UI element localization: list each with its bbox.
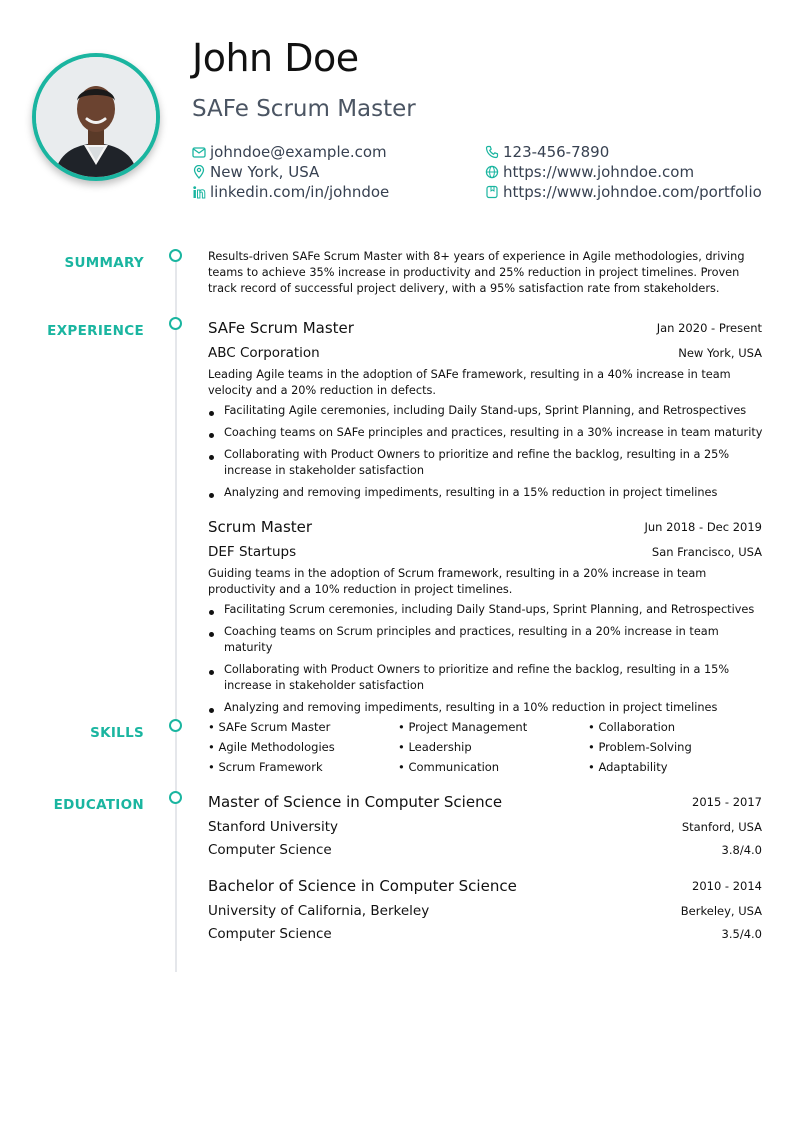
timeline-dot xyxy=(169,791,182,804)
experience-heading: EXPERIENCE xyxy=(47,323,144,339)
list-item: Coaching teams on SAFe principles and practices, resulting in a 30% increase in team maturity xyxy=(208,425,766,441)
list-item: Facilitating Scrum ceremonies, including Daily Stand-ups, Sprint Planning, and Retrospectives xyxy=(208,602,766,618)
job-company: ABC Corporation xyxy=(208,345,320,361)
job-company: DEF Startups xyxy=(208,544,297,560)
phone-icon xyxy=(485,145,499,159)
map-pin-icon xyxy=(192,165,206,179)
job-location: San Francisco, USA xyxy=(651,545,762,559)
contact-phone[interactable] xyxy=(485,142,609,162)
skill-item: • Adaptability xyxy=(588,759,778,775)
education-school: Stanford University xyxy=(208,819,338,835)
contact-location xyxy=(192,162,319,182)
job-bullet-list xyxy=(208,602,766,722)
website-text: https://www.johndoe.com xyxy=(503,163,695,181)
candidate-title: SAFe Scrum Master xyxy=(192,96,416,122)
list-item: Analyzing and removing impediments, resulting in a 10% reduction in project timelines xyxy=(208,700,766,716)
education-degree: Master of Science in Computer Science xyxy=(208,793,503,811)
summary-heading: SUMMARY xyxy=(64,255,144,271)
contact-portfolio[interactable] xyxy=(485,182,762,202)
skills-heading: SKILLS xyxy=(90,725,144,741)
job-dates: Jan 2020 - Present xyxy=(656,321,762,335)
skill-item: • SAFe Scrum Master xyxy=(208,719,398,735)
education-dates: 2015 - 2017 xyxy=(692,795,762,809)
person-portrait-icon xyxy=(36,57,156,177)
education-degree: Bachelor of Science in Computer Science xyxy=(208,877,517,895)
job-location: New York, USA xyxy=(678,346,762,360)
contact-linkedin[interactable] xyxy=(192,182,389,202)
summary-text: Results-driven SAFe Scrum Master with 8+ years of experience in Agile methodologies, driving teams to achieve 35% increase in productivity and 25% reduction in project timelines. Proven track record of successful project delivery, with a 95% satisfaction rate from stakeholders. xyxy=(208,250,745,295)
mail-icon xyxy=(192,145,206,159)
education-location: Stanford, USA xyxy=(681,820,762,834)
skill-item: • Scrum Framework xyxy=(208,759,398,775)
globe-icon xyxy=(485,165,499,179)
list-item: Facilitating Agile ceremonies, including Daily Stand-ups, Sprint Planning, and Retrospectives xyxy=(208,403,766,419)
location-text: New York, USA xyxy=(210,163,320,181)
email-text: johndoe@example.com xyxy=(210,143,387,161)
education-school: University of California, Berkeley xyxy=(208,903,430,919)
profile-photo xyxy=(32,53,160,181)
education-gpa: 3.5/4.0 xyxy=(721,927,762,941)
education-field: Computer Science xyxy=(208,926,332,942)
skill-item: • Collaboration xyxy=(588,719,778,735)
portfolio-text: https://www.johndoe.com/portfolio xyxy=(503,183,762,201)
skill-item: • Agile Methodologies xyxy=(208,739,398,755)
portfolio-icon xyxy=(485,185,499,199)
job-title: Scrum Master xyxy=(208,518,313,536)
job-description: Guiding teams in the adoption of Scrum framework, resulting in a 20% increase in team productivity and a 10% reduction in project timelines. xyxy=(208,567,707,596)
skill-item: • Project Management xyxy=(398,719,588,735)
skill-item: • Leadership xyxy=(398,739,588,755)
skills-list xyxy=(208,719,778,775)
list-item: Collaborating with Product Owners to prioritize and refine the backlog, resulting in a 15% increase in stakeholder satisfaction xyxy=(208,662,766,694)
job-bullet-list xyxy=(208,403,766,507)
list-item: Collaborating with Product Owners to prioritize and refine the backlog, resulting in a 25% increase in stakeholder satisfaction xyxy=(208,447,766,479)
candidate-name: John Doe xyxy=(192,36,359,80)
contact-email[interactable] xyxy=(192,142,387,162)
skill-item: • Communication xyxy=(398,759,588,775)
timeline-dot xyxy=(169,317,182,330)
linkedin-text: linkedin.com/in/johndoe xyxy=(210,183,390,201)
list-item: Analyzing and removing impediments, resulting in a 15% reduction in project timelines xyxy=(208,485,766,501)
timeline-dot xyxy=(169,719,182,732)
phone-text: 123-456-7890 xyxy=(503,143,610,161)
list-item: Coaching teams on Scrum principles and practices, resulting in a 20% increase in team maturity xyxy=(208,624,766,656)
education-field: Computer Science xyxy=(208,842,332,858)
education-gpa: 3.8/4.0 xyxy=(721,843,762,857)
job-dates: Jun 2018 - Dec 2019 xyxy=(644,520,762,534)
education-location: Berkeley, USA xyxy=(680,904,762,918)
timeline-dot xyxy=(169,249,182,262)
education-dates: 2010 - 2014 xyxy=(692,879,762,893)
skill-item: • Problem-Solving xyxy=(588,739,778,755)
education-heading: EDUCATION xyxy=(53,797,144,813)
contact-website[interactable] xyxy=(485,162,694,182)
linkedin-icon xyxy=(192,185,206,199)
timeline-line xyxy=(175,256,177,972)
job-title: SAFe Scrum Master xyxy=(208,319,354,337)
job-description: Leading Agile teams in the adoption of SAFe framework, resulting in a 40% increase in team velocity and a 20% reduction in defects. xyxy=(208,368,731,397)
